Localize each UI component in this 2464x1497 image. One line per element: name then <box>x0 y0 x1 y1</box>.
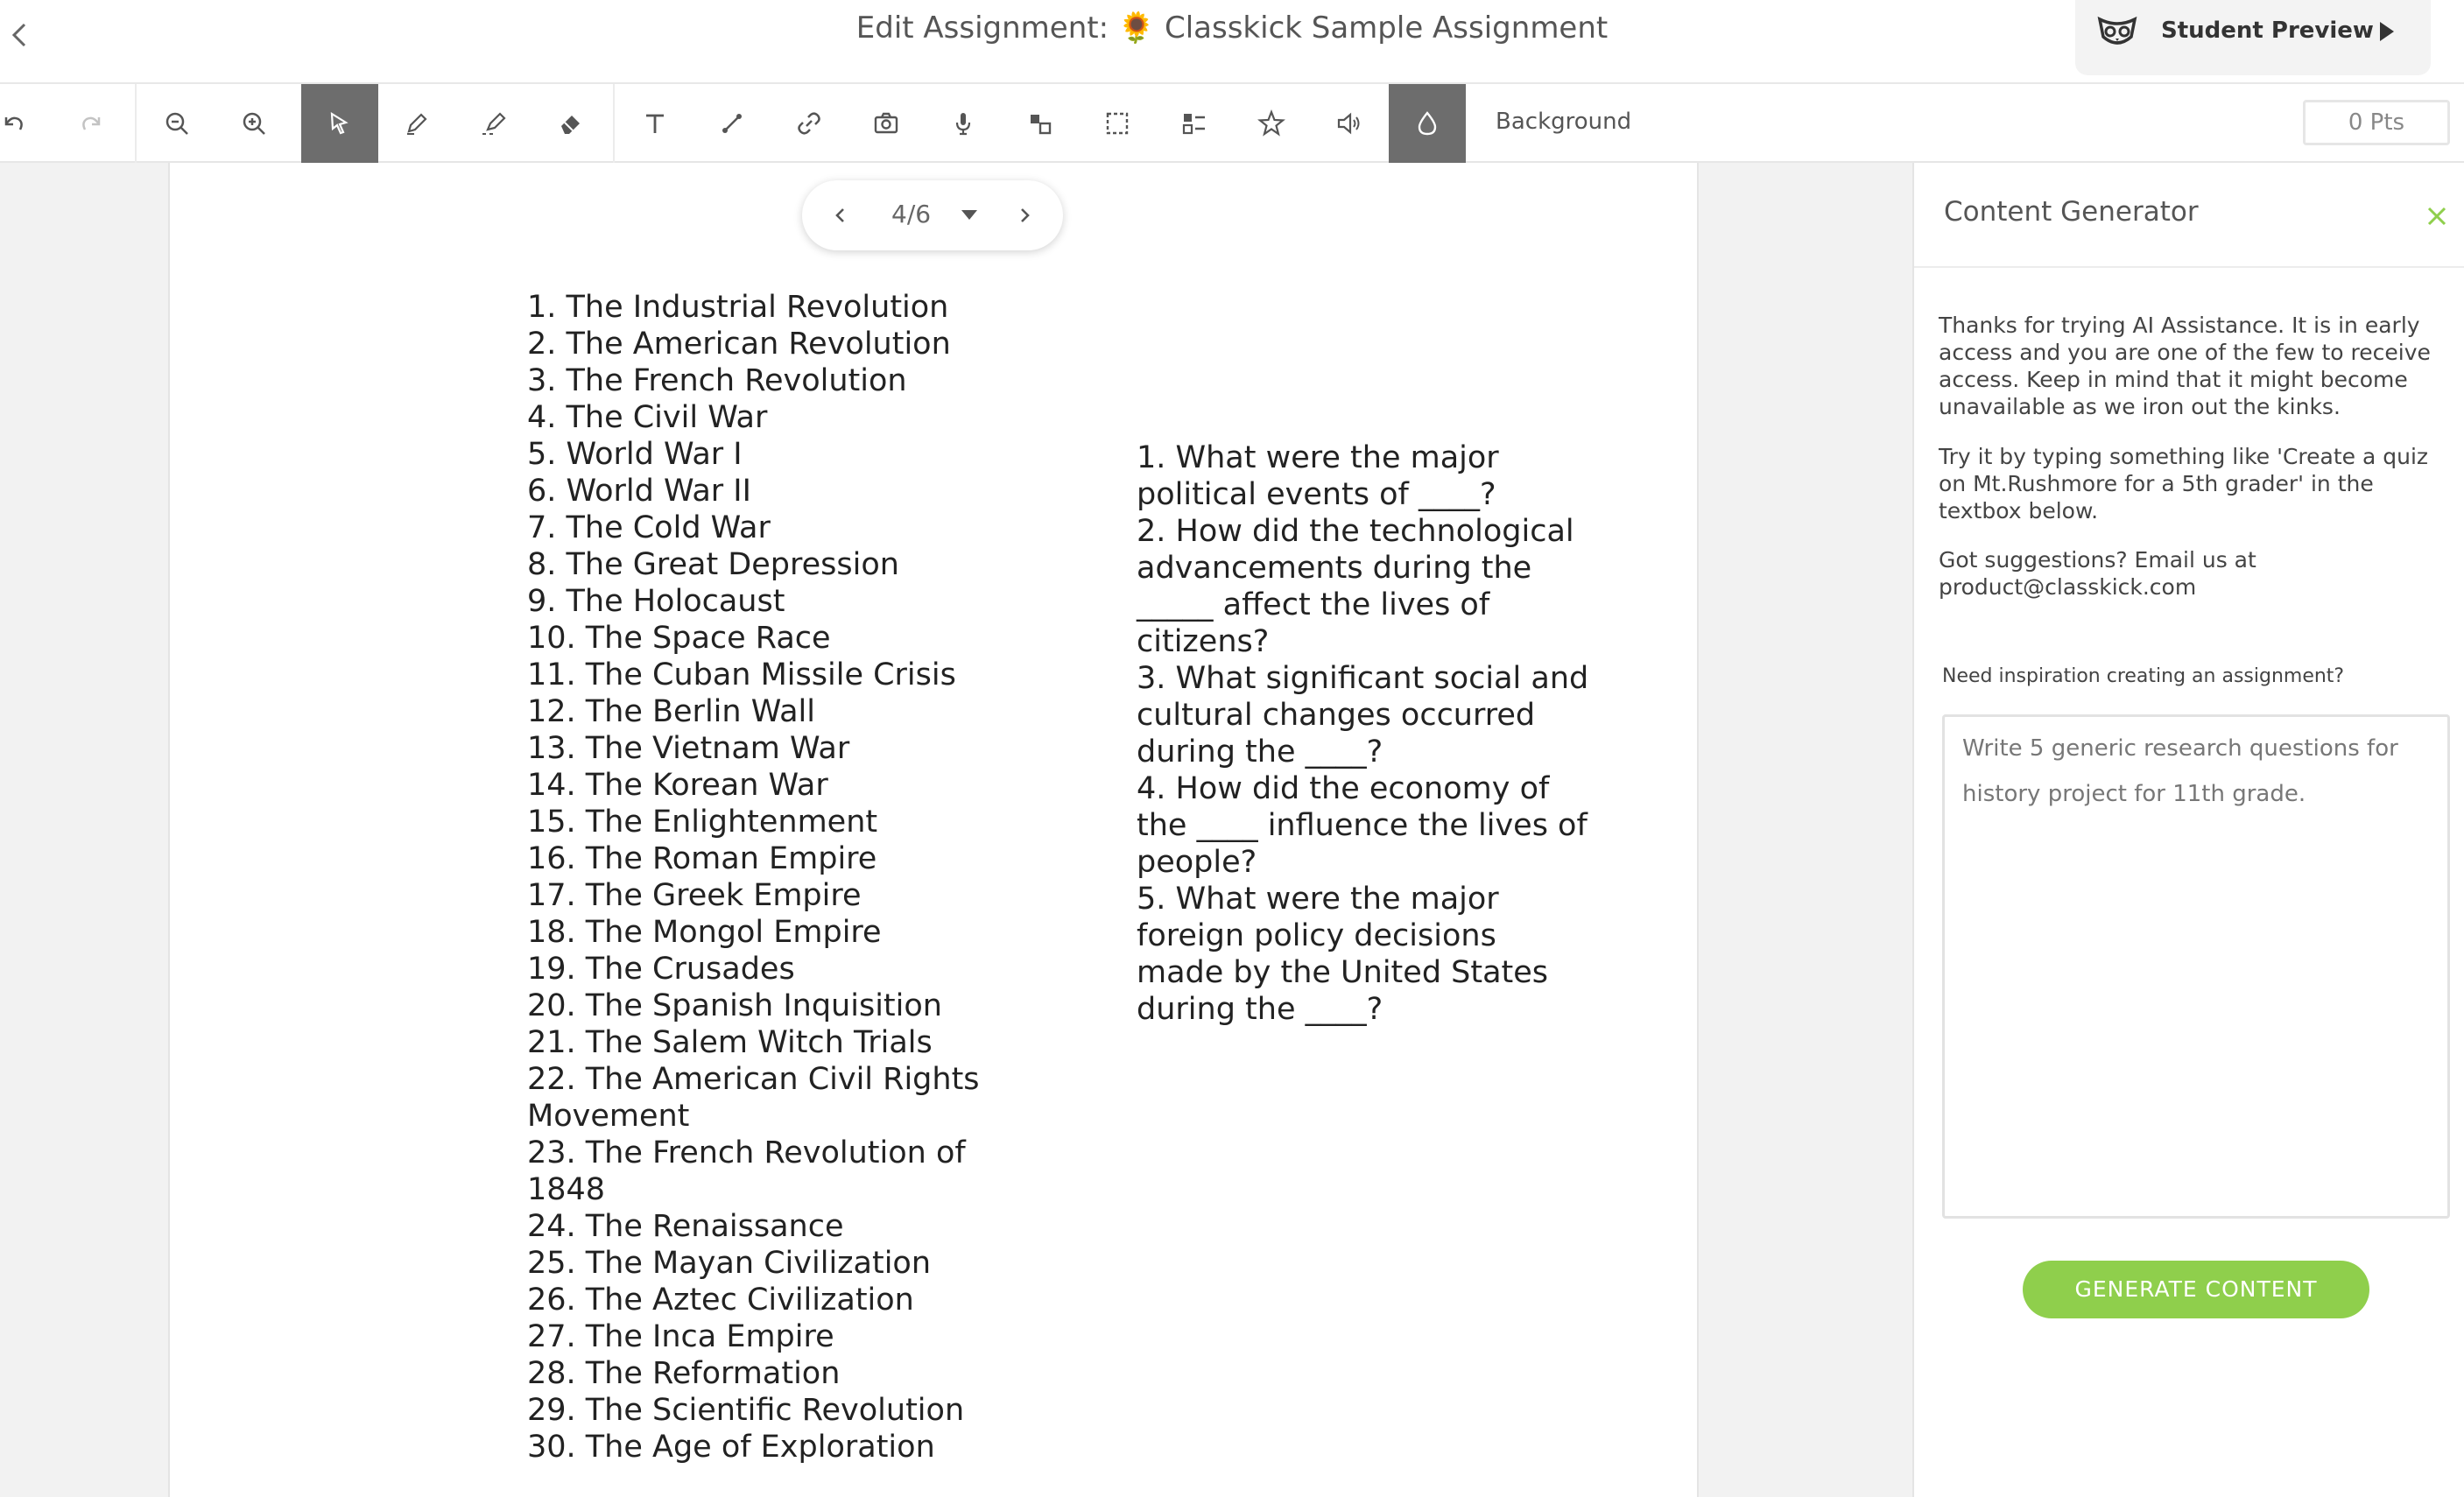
undo-icon <box>0 109 29 138</box>
text-to-speech-button[interactable] <box>1310 84 1387 163</box>
topic-item: 23. The French Revolution of 1848 <box>527 1135 966 1207</box>
student-preview-button[interactable] <box>2075 0 2431 75</box>
redo-button[interactable] <box>53 84 130 163</box>
topics-text-box[interactable] <box>527 289 1017 1465</box>
topic-item: 7. The Cold War <box>527 510 771 545</box>
topic-item: 8. The Great Depression <box>527 547 899 582</box>
multiple-choice-button[interactable] <box>1156 84 1233 163</box>
question-item: 4. How did the economy of the ____ influence the lives of people? <box>1137 771 1588 880</box>
question-item: 3. What significant social and cultural changes occurred during the ____? <box>1137 661 1589 770</box>
zoom-out-button[interactable] <box>138 84 215 163</box>
chevron-right-icon <box>1009 200 1040 231</box>
topic-item: 19. The Crusades <box>527 952 795 987</box>
dashed-selection-icon <box>1102 109 1132 138</box>
topic-item: 12. The Berlin Wall <box>527 694 815 729</box>
topic-item: 18. The Mongol Empire <box>527 915 882 950</box>
zoom-out-icon <box>162 109 192 138</box>
eraser-icon <box>556 109 586 138</box>
select-pointer-icon <box>325 109 355 138</box>
speaker-icon <box>1334 109 1363 138</box>
play-icon <box>2376 19 2397 44</box>
camera-tool-button[interactable] <box>848 84 925 163</box>
inspiration-label: Need inspiration creating an assignment? <box>1942 665 2345 687</box>
microphone-icon <box>948 109 978 138</box>
shapes-tool-button[interactable] <box>1002 84 1079 163</box>
camera-icon <box>871 109 901 138</box>
topic-item: 4. The Civil War <box>527 400 768 435</box>
topic-item: 13. The Vietnam War <box>527 731 850 766</box>
owl-icon <box>2094 14 2140 49</box>
topic-item: 21. The Salem Witch Trials <box>527 1025 933 1060</box>
caret-down-icon[interactable] <box>961 210 977 220</box>
undo-button[interactable] <box>0 84 53 163</box>
line-icon <box>717 109 747 138</box>
zoom-in-button[interactable] <box>215 84 292 163</box>
toolbar-divider <box>613 84 615 163</box>
audio-record-button[interactable] <box>925 84 1002 163</box>
topic-item: 11. The Cuban Missile Crisis <box>527 657 956 692</box>
ai-intro-text: Thanks for trying AI Assistance. It is in early access and you are one of the few to receive access. Keep in mind that it might become unavailable as we iron out the kinks. <box>1939 313 2431 419</box>
highlighter-icon <box>479 109 509 138</box>
color-drop-icon <box>1412 109 1442 138</box>
page-count-dropdown[interactable]: 4/6 <box>891 200 932 228</box>
prompt-textarea[interactable] <box>1942 714 2450 1219</box>
topic-item: 16. The Roman Empire <box>527 841 877 876</box>
select-tool-button[interactable] <box>301 84 378 163</box>
topic-item: 2. The American Revolution <box>527 327 951 362</box>
topic-item: 9. The Holocaust <box>527 584 785 619</box>
link-icon <box>794 109 824 138</box>
topic-item: 28. The Reformation <box>527 1356 841 1391</box>
line-tool-button[interactable] <box>693 84 771 163</box>
question-item: 5. What were the major foreign policy decisions made by the United States during the ____? <box>1137 882 1549 1027</box>
link-tool-button[interactable] <box>771 84 848 163</box>
toolbar-divider <box>135 84 137 163</box>
close-icon <box>2424 203 2450 229</box>
topic-item: 25. The Mayan Civilization <box>527 1246 932 1281</box>
points-field[interactable]: 0 Pts <box>2303 100 2450 145</box>
star-sticker-icon <box>1257 109 1286 138</box>
topic-item: 14. The Korean War <box>527 768 828 803</box>
topic-item: 24. The Renaissance <box>527 1209 844 1244</box>
text-icon <box>640 109 670 138</box>
content-generator-panel <box>1912 163 2464 1497</box>
top-header <box>0 0 2464 84</box>
close-panel-button[interactable] <box>2424 203 2450 229</box>
color-tool-button[interactable] <box>1389 84 1466 163</box>
panel-title: Content Generator <box>1944 196 2199 228</box>
shapes-icon <box>1025 109 1055 138</box>
topic-item: 29. The Scientific Revolution <box>527 1393 965 1428</box>
page-title: Edit Assignment: 🌻 Classkick Sample Assignment <box>855 11 1609 46</box>
ai-suggestions-text: Got suggestions? Email us at product@classkick.com <box>1939 547 2256 600</box>
multiple-choice-icon <box>1179 109 1209 138</box>
questions-text-box[interactable] <box>1137 439 1592 1028</box>
topic-item: 15. The Enlightenment <box>527 805 878 840</box>
text-tool-button[interactable] <box>616 84 693 163</box>
topic-item: 22. The American Civil Rights Movement <box>527 1062 980 1134</box>
topic-item: 5. World War I <box>527 437 743 472</box>
student-preview-label: Student Preview <box>2161 18 2374 44</box>
topic-item: 1. The Industrial Revolution <box>527 290 949 325</box>
background-button[interactable]: Background <box>1496 109 1632 135</box>
pen-icon <box>402 109 432 138</box>
ai-try-text: Try it by typing something like 'Create a quiz on Mt.Rushmore for a 5th grader' in the textbox below. <box>1939 444 2429 524</box>
topic-item: 3. The French Revolution <box>527 363 907 398</box>
question-item: 1. What were the major political events of ____? <box>1137 440 1499 512</box>
generate-content-button[interactable]: GENERATE CONTENT <box>2023 1261 2369 1318</box>
topic-item: 20. The Spanish Inquisition <box>527 988 942 1023</box>
eraser-tool-button[interactable] <box>532 84 609 163</box>
chevron-left-icon <box>825 200 856 231</box>
question-item: 2. How did the technological advancements during the _____ affect the lives of citizens? <box>1137 514 1574 659</box>
zoom-in-icon <box>239 109 269 138</box>
redo-icon <box>76 109 106 138</box>
topic-item: 17. The Greek Empire <box>527 878 862 913</box>
highlighter-tool-button[interactable] <box>455 84 532 163</box>
topic-item: 6. World War II <box>527 474 751 509</box>
sticker-button[interactable] <box>1233 84 1310 163</box>
topic-item: 10. The Space Race <box>527 621 831 656</box>
topic-item: 30. The Age of Exploration <box>527 1430 935 1465</box>
topic-item: 26. The Aztec Civilization <box>527 1283 914 1318</box>
area-select-button[interactable] <box>1079 84 1156 163</box>
previous-page-button[interactable] <box>825 200 856 231</box>
toolbar <box>0 84 2464 163</box>
page-navigator <box>802 180 1063 250</box>
topic-item: 27. The Inca Empire <box>527 1319 834 1354</box>
next-page-button[interactable] <box>1009 200 1040 231</box>
panel-header <box>1914 163 2464 268</box>
pen-tool-button[interactable] <box>378 84 455 163</box>
